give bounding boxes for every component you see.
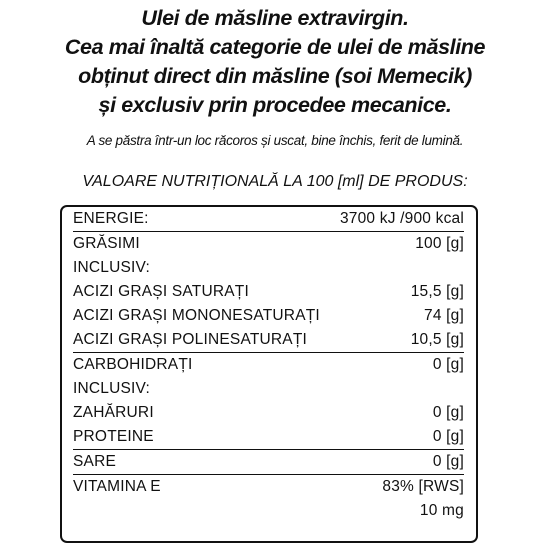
description-line: obținut direct din măsline (soi Memecik) bbox=[78, 64, 472, 88]
row-label: INCLUSIV: bbox=[73, 259, 151, 276]
row-value: 10,5 [g] bbox=[410, 331, 464, 348]
fat-group bbox=[73, 232, 464, 353]
nutrition-row-saturated bbox=[73, 280, 464, 304]
nutrition-row-carbohydrates bbox=[73, 353, 464, 377]
description-line: și exclusiv prin procedee mecanice. bbox=[98, 93, 452, 117]
row-value: 10 mg bbox=[419, 502, 464, 519]
nutrition-row-vitamin-e bbox=[73, 475, 464, 499]
nutrition-row-protein bbox=[73, 425, 464, 449]
row-value: 0 [g] bbox=[432, 428, 464, 445]
nutrition-row-fat-including bbox=[73, 256, 464, 280]
nutrition-row-fat bbox=[73, 232, 464, 256]
row-value: 0 [g] bbox=[432, 356, 464, 373]
energy-group bbox=[73, 207, 464, 232]
nutrition-title: VALOARE NUTRIȚIONALĂ LA 100 [ml] DE PRODUS: bbox=[82, 173, 468, 190]
description-line: Ulei de măsline extravirgin. bbox=[141, 6, 409, 30]
row-label: ACIZI GRAȘI POLINESATURAȚI bbox=[73, 331, 308, 348]
row-label: VITAMINA E bbox=[73, 478, 161, 495]
row-value: 100 [g] bbox=[415, 235, 464, 252]
nutrition-row-energy bbox=[73, 207, 464, 231]
storage-instructions: A se păstra într-un loc răcoros și uscat, bine închis, ferit de lumină. bbox=[86, 133, 464, 148]
row-label: SARE bbox=[73, 453, 117, 470]
row-label: CARBOHIDRAȚI bbox=[73, 356, 193, 373]
nutrition-row-salt bbox=[73, 450, 464, 474]
row-label: PROTEINE bbox=[73, 428, 154, 445]
row-value: 0 [g] bbox=[432, 453, 464, 470]
row-value: 74 [g] bbox=[424, 307, 464, 324]
nutrition-row-vitamin-e-amount bbox=[73, 499, 464, 523]
nutrition-row-polyunsaturated bbox=[73, 328, 464, 352]
description-line: Cea mai înaltă categorie de ulei de măsline bbox=[64, 35, 486, 59]
row-label: GRĂSIMI bbox=[73, 235, 140, 252]
row-value: 0 [g] bbox=[432, 404, 464, 421]
product-description bbox=[0, 4, 550, 120]
nutrition-table bbox=[60, 205, 478, 543]
row-label: INCLUSIV: bbox=[73, 380, 151, 397]
nutrition-row-sugars bbox=[73, 401, 464, 425]
row-value: 3700 kJ /900 kcal bbox=[339, 210, 464, 227]
row-value: 15,5 [g] bbox=[410, 283, 464, 300]
row-label: ENERGIE: bbox=[73, 210, 149, 227]
vitamin-group bbox=[73, 475, 464, 523]
row-label: ACIZI GRAȘI SATURAȚI bbox=[73, 283, 249, 300]
nutrition-row-carb-including bbox=[73, 377, 464, 401]
row-label: ZAHĂRURI bbox=[73, 404, 154, 421]
row-label: ACIZI GRAȘI MONONESATURAȚI bbox=[73, 307, 320, 324]
salt-group bbox=[73, 450, 464, 475]
row-value: 83% [RWS] bbox=[382, 478, 464, 495]
carbohydrate-group bbox=[73, 353, 464, 450]
nutrition-row-monounsaturated bbox=[73, 304, 464, 328]
